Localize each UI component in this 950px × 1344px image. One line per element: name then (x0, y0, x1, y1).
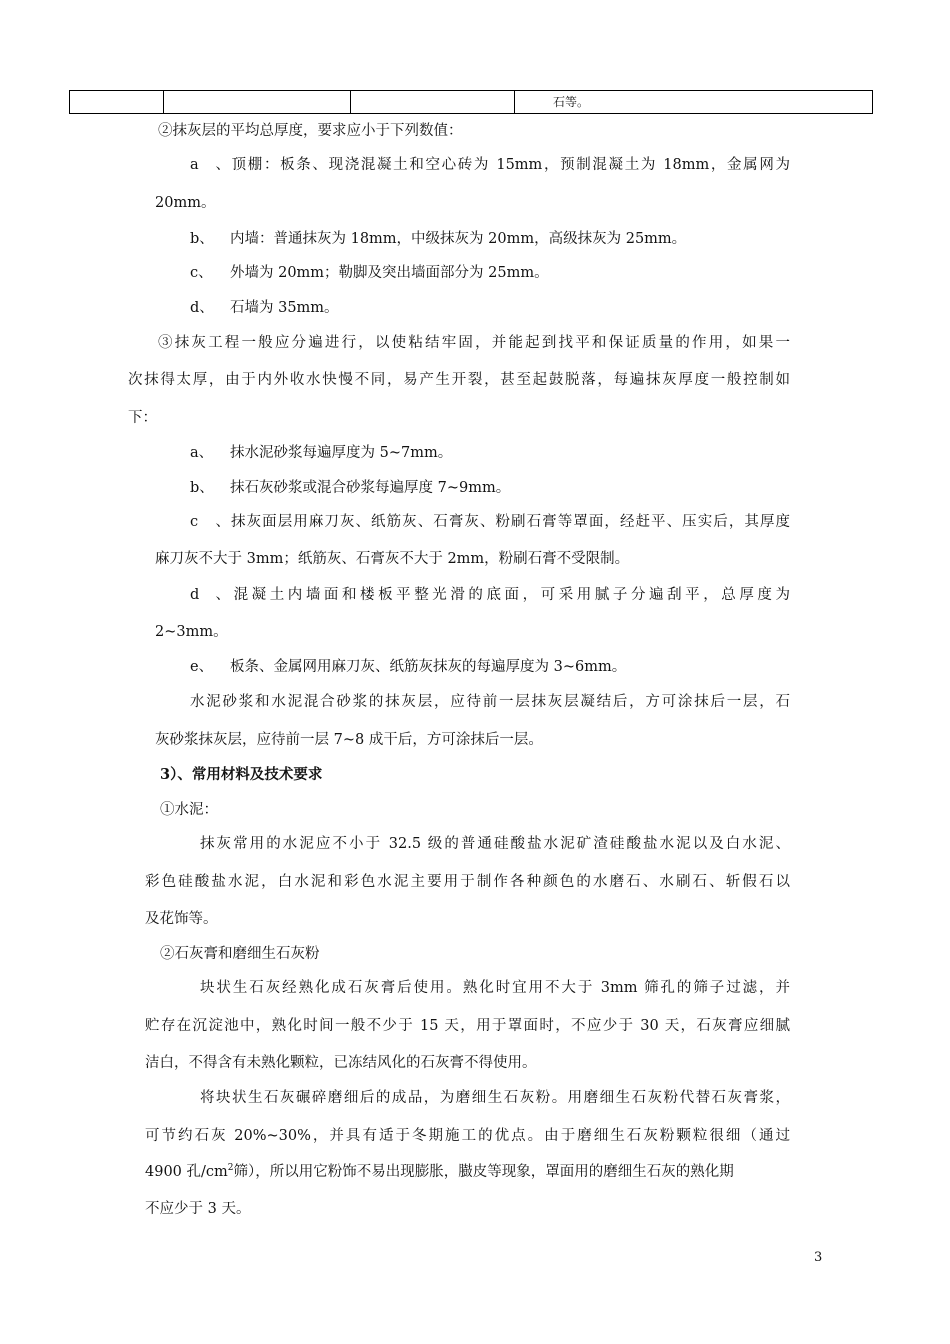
text-line: 混凝土内墙面和楼板平整光滑的底面，可采用腻子分遍刮平，总厚度为 (230, 587, 790, 603)
list-item (190, 155, 790, 175)
table-cell (351, 91, 515, 113)
text-line: 彩色硅酸盐水泥，白水泥和彩色水泥主要用于制作各种颜色的水磨石、水刷石、斩假石以 (145, 874, 790, 890)
text-line (145, 1162, 790, 1182)
text-line: 可节约石灰 20%~30%，并具有适于冬期施工的优点。由于磨细生石灰粉颗粒很细（通过 (145, 1128, 790, 1144)
text-line: 洁白，不得含有未熟化颗粒，已冻结风化的石灰膏不得使用。 (145, 1055, 537, 1071)
text-line: 内墙：普通抹灰为 18mm，中级抹灰为 20mm，高级抹灰为 25mm。 (230, 231, 687, 247)
text-line: 下： (128, 410, 157, 426)
table-fragment (69, 90, 873, 114)
list-marker: d、 (190, 587, 230, 603)
text-line: 板条、金属网用麻刀灰、纸筋灰抹灰的每遍厚度为 3~6mm。 (230, 659, 627, 675)
text-line: 抹石灰砂浆或混合砂浆每遍厚度 7~9mm。 (230, 480, 511, 496)
text-line: 灰砂浆抹灰层，应待前一层 7~8 成干后，方可涂抹后一层。 (155, 732, 543, 748)
text-fragment: 4900 孔/cm (145, 1164, 228, 1180)
table-cell: 石等。 (553, 95, 590, 109)
list-marker: a、 (190, 445, 214, 461)
table-cell (164, 91, 351, 113)
text-line: 顶棚：板条、现浇混凝土和空心砖为 15mm，预制混凝土为 18mm，金属网为 (230, 157, 790, 173)
list-item (190, 443, 452, 463)
list-item (190, 229, 686, 249)
text-line: ②抹灰层的平均总厚度，要求应小于下列数值： (158, 123, 463, 139)
list-item (190, 585, 790, 605)
section-heading: 3）、常用材料及技术要求 (160, 766, 323, 783)
text-line: 2~3mm。 (155, 624, 228, 640)
text-line: 石墙为 35mm。 (230, 300, 339, 316)
text-line: 外墙为 20mm；勒脚及突出墙面部分为 25mm。 (230, 265, 549, 281)
list-marker: c、 (190, 514, 230, 530)
superscript: 2 (227, 1163, 234, 1174)
text-line: 将块状生石灰碾碎磨细后的成品，为磨细生石灰粉。用磨细生石灰粉代替石灰膏浆， (200, 1090, 790, 1106)
text-line: 次抹得太厚，由于内外收水快慢不同，易产生开裂，甚至起鼓脱落，每遍抹灰厚度一般控制如 (128, 372, 790, 388)
text-line: 抹灰常用的水泥应不小于 32.5 级的普通硅酸盐水泥矿渣硅酸盐水泥以及白水泥、 (200, 836, 790, 852)
list-marker: a、 (190, 157, 230, 173)
text-line: 及花饰等。 (145, 911, 218, 927)
text-line: ②石灰膏和磨细生石灰粉 (160, 946, 320, 962)
text-fragment: 筛），所以用它粉饰不易出现膨胀，臌皮等现象，罩面用的磨细生石灰的熟化期 (233, 1164, 734, 1180)
text-line: 水泥砂浆和水泥混合砂浆的抹灰层，应待前一层抹灰层凝结后，方可涂抹后一层，石 (190, 694, 790, 710)
text-line: 块状生石灰经熟化成石灰膏后使用。熟化时宜用不大于 3mm 筛孔的筛子过滤，并 (200, 980, 790, 996)
text-line: ①水泥： (160, 802, 218, 818)
text-line: 麻刀灰不大于 3mm；纸筋灰、石膏灰不大于 2mm，粉刷石膏不受限制。 (155, 551, 630, 567)
text-line: ③抹灰工程一般应分遍进行，以使粘结牢固，并能起到找平和保证质量的作用，如果一 (158, 335, 790, 351)
list-marker: e、 (190, 659, 214, 675)
list-item (190, 478, 510, 498)
list-item (190, 657, 626, 677)
text-line: 抹水泥砂浆每遍厚度为 5~7mm。 (230, 445, 453, 461)
text-line: 20mm。 (155, 195, 216, 211)
list-marker: b、 (190, 231, 214, 247)
list-marker: d、 (190, 300, 214, 316)
list-item (190, 298, 339, 318)
list-marker: c、 (190, 265, 213, 281)
table-cell (70, 91, 164, 113)
text-line: 抹灰面层用麻刀灰、纸筋灰、石膏灰、粉刷石膏等罩面，经赶平、压实后，其厚度 (230, 514, 790, 530)
text-line: 贮存在沉淀池中，熟化时间一般不少于 15 天，用于罩面时，不应少于 30 天，石灰膏应细腻 (145, 1018, 790, 1034)
text-line: 不应少于 3 天。 (145, 1201, 251, 1217)
list-item (190, 263, 549, 283)
list-item (190, 512, 790, 532)
list-marker: b、 (190, 480, 214, 496)
page-number: 3 (814, 1250, 823, 1265)
